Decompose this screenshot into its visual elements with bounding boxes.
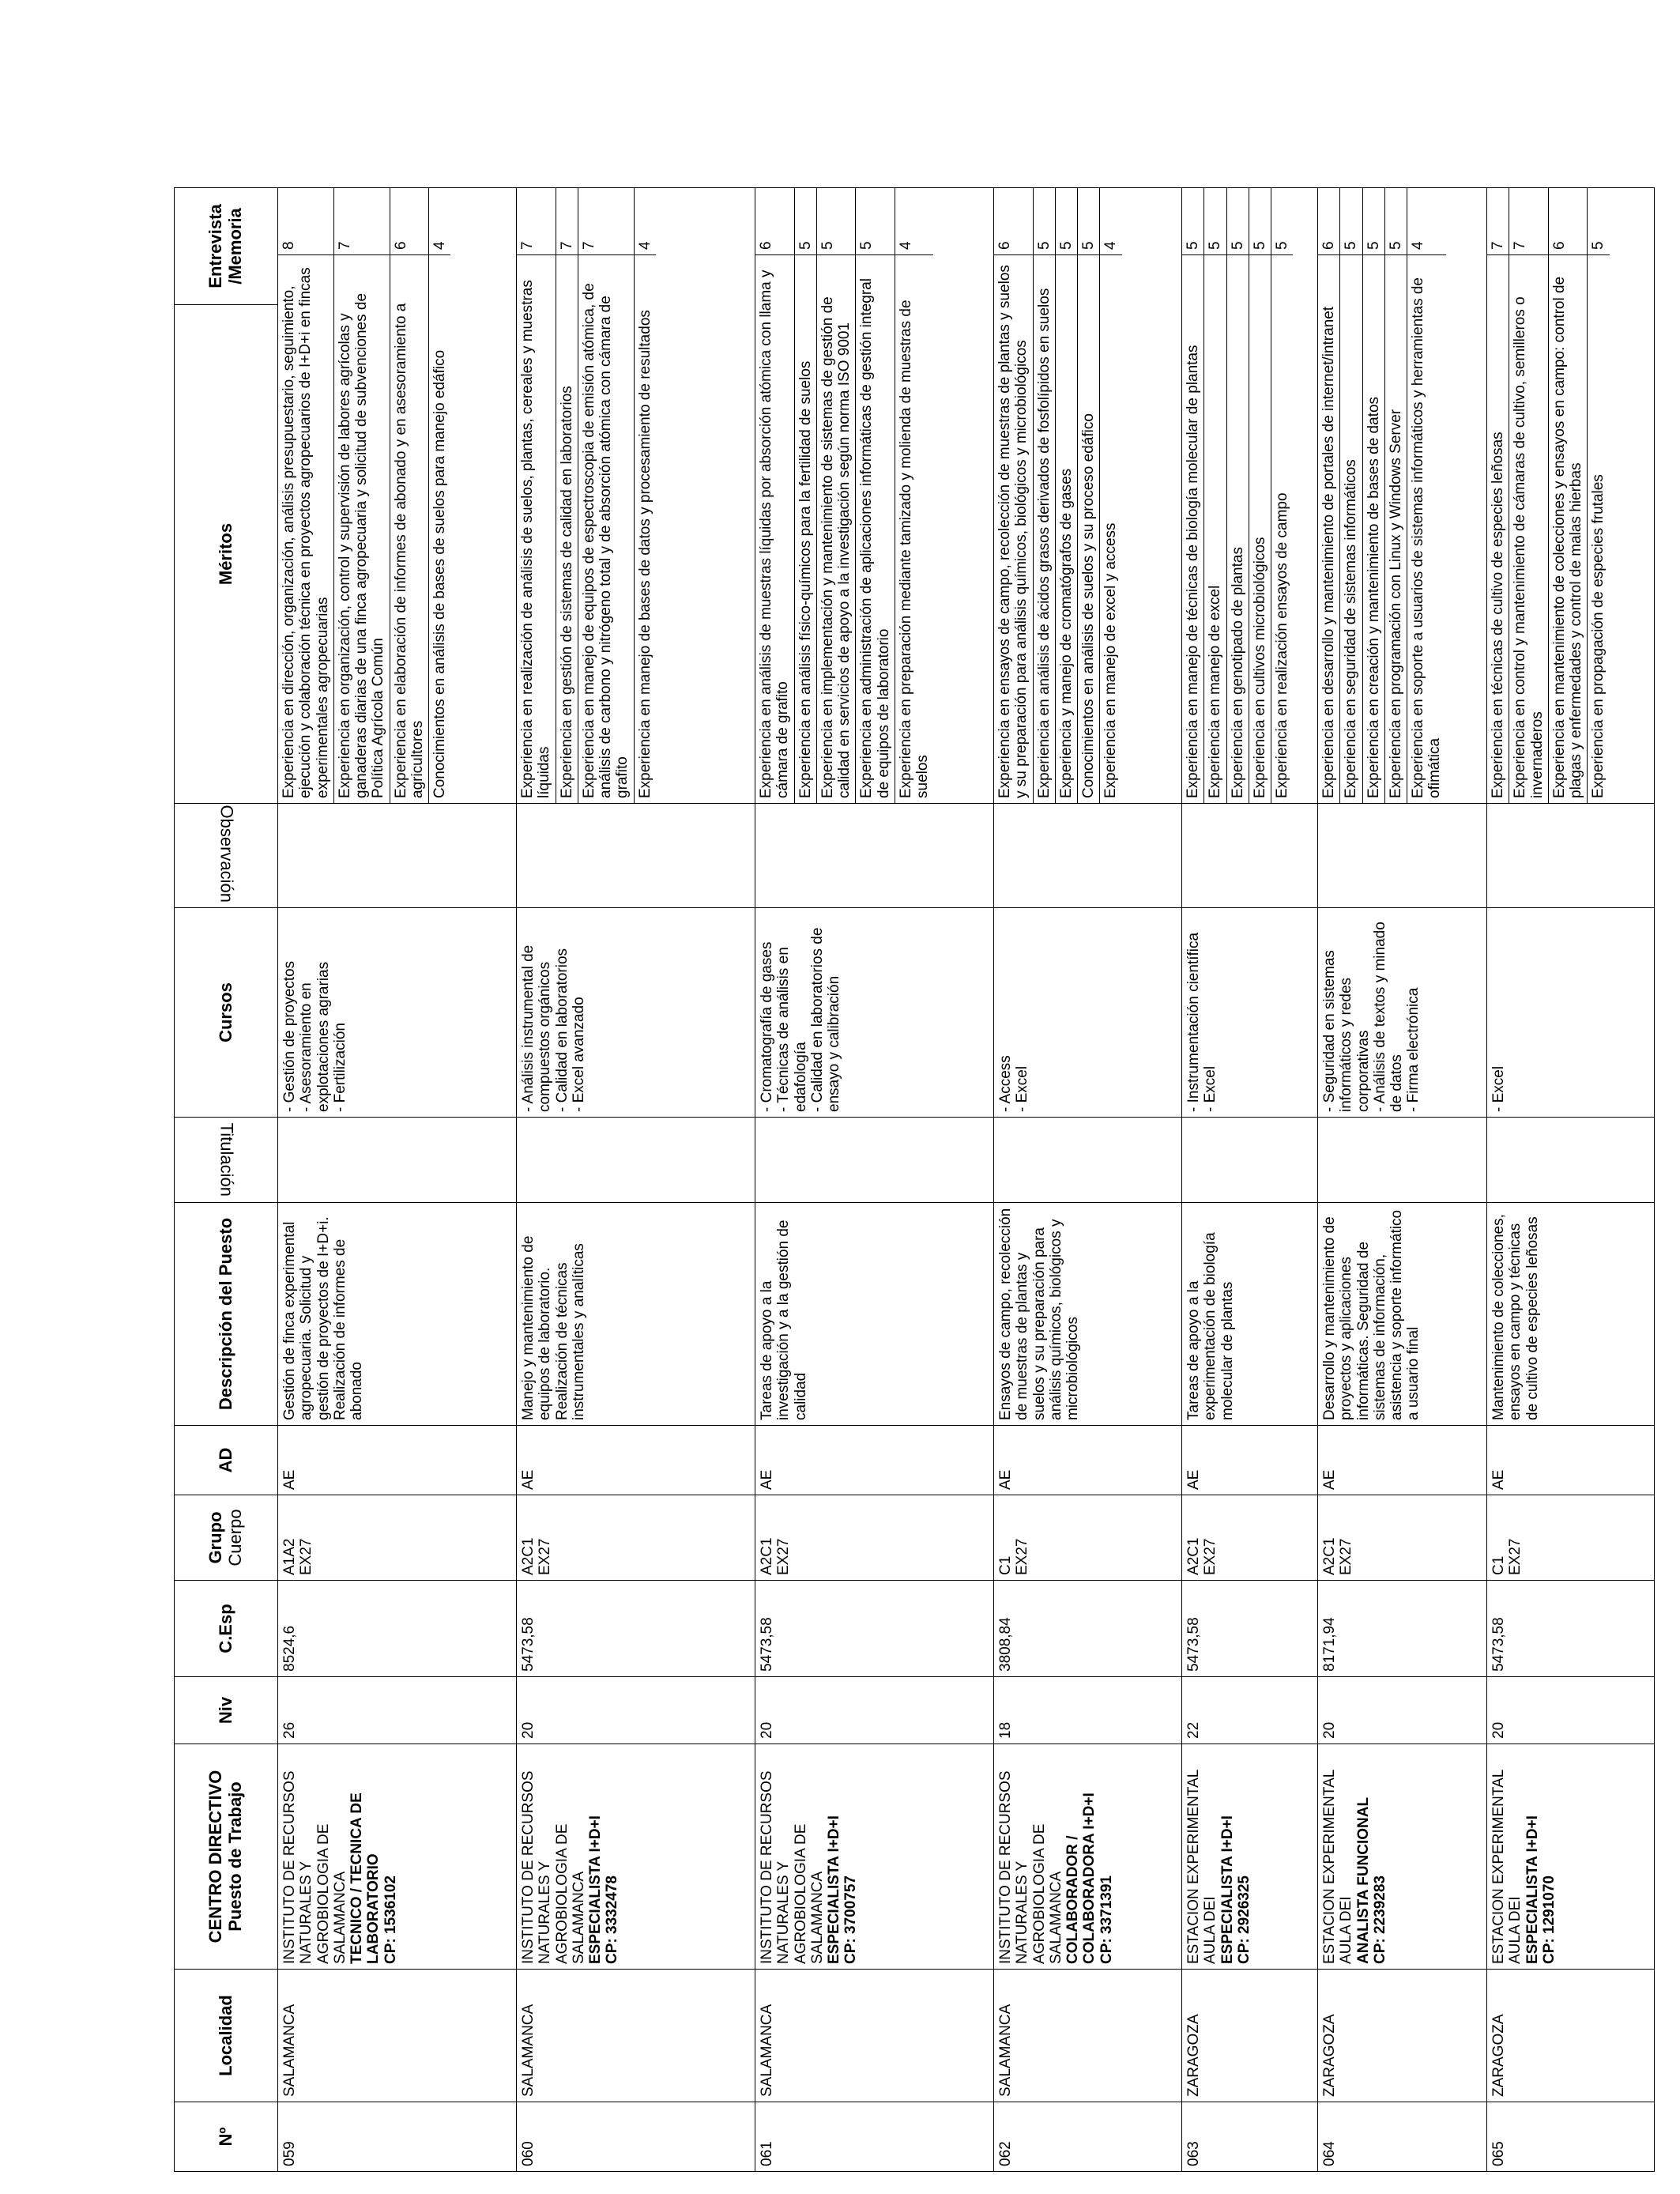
merito-text: Experiencia en control y mantenimiento de cámaras de cultivo, semilleros o invernaderos	[1509, 255, 1549, 804]
cell-grupo	[278, 1495, 517, 1581]
header-cursos: Cursos	[175, 908, 278, 1118]
header-meritos: Méritos	[175, 305, 278, 804]
puesto-name: TECNICO / TECNICA DE LABORATORIO	[348, 1793, 382, 1964]
header-entrevista: Entrevista /Memoria	[175, 188, 278, 305]
curso-item: - Excel	[1014, 1065, 1031, 1112]
cell-centro	[755, 1744, 994, 1970]
merito-points: 4	[895, 188, 933, 255]
merito-row	[1226, 188, 1249, 803]
header-observacion-label: Observación	[217, 805, 237, 903]
cell-descripcion: Ensayos de campo, recolección de muestras de plantas y suelos y su preparación para análisis químicos, biológicos y microbiológicos	[994, 1203, 1182, 1426]
merito-points: 5	[816, 188, 856, 255]
cell-descripcion: Tareas de apoyo a la experimentación de biología molecular de plantas	[1182, 1203, 1318, 1426]
merito-text: Experiencia en propagación de especies frutales	[1590, 474, 1607, 798]
merito-text: Experiencia en manejo de técnicas de biología molecular de plantas	[1182, 255, 1204, 804]
merito-row	[1271, 188, 1294, 803]
cell-num: 064	[1318, 2102, 1487, 2172]
cell-observacion	[1487, 804, 1655, 908]
merito-text: Experiencia en realización ensayos de campo	[1274, 492, 1291, 798]
header-grupo	[175, 1495, 278, 1581]
table-row	[1318, 188, 1487, 2172]
curso-item: - Firma electrónica	[1405, 987, 1422, 1112]
cell-descripcion: Gestión de finca experimental agropecuaria. Solicitud y gestión de proyectos de I+D+i. Realización de informes de abonado	[278, 1203, 517, 1426]
curso-item: - Access	[997, 1055, 1014, 1112]
cell-descripcion: Desarrollo y mantenimiento de proyectos y aplicaciones informáticas. Seguridad de sistemas de información, asistencia y soporte informático a usuario final	[1318, 1203, 1487, 1426]
cell-titulacion	[994, 1118, 1182, 1203]
cell-observacion	[278, 804, 517, 908]
header-titulacion	[175, 1118, 278, 1203]
grupo-value: C1	[997, 1555, 1014, 1575]
merito-points: 5	[1226, 188, 1249, 255]
merito-row	[1407, 188, 1446, 803]
meritos-table	[278, 188, 450, 803]
cell-cesp: 5473,58	[517, 1581, 755, 1677]
merito-row	[1204, 188, 1226, 803]
merito-text: Experiencia en preparación mediante tamizado y molienda de muestras de suelos	[897, 300, 932, 798]
merito-row	[1588, 188, 1610, 803]
cell-centro	[994, 1744, 1182, 1970]
curso-item: - Técnicas de análisis en edafología	[775, 947, 809, 1112]
merito-points: 6	[1318, 188, 1340, 255]
cell-num: 061	[755, 2102, 994, 2172]
cell-localidad: ZARAGOZA	[1182, 1970, 1318, 2102]
header-puesto-label: Puesto de Trabajo	[225, 1781, 245, 1932]
cell-centro	[278, 1744, 517, 1970]
cell-centro	[1487, 1744, 1655, 1970]
merito-row	[333, 188, 390, 803]
merito-text: Experiencia en genotipado de plantas	[1226, 255, 1249, 804]
cuerpo-value: EX27	[1014, 1538, 1031, 1575]
merito-text: Experiencia en técnicas de cultivo de especies leñosas	[1487, 255, 1509, 804]
merito-text: Experiencia en programación con Linux y Windows Server	[1384, 255, 1407, 804]
merito-row	[1318, 188, 1340, 803]
meritos-table	[1182, 188, 1293, 803]
header-observacion	[175, 804, 278, 908]
header-localidad: Localidad	[175, 1970, 278, 2102]
merito-points: 7	[578, 188, 634, 255]
grupo-value: A2C1	[1321, 1537, 1338, 1575]
cell-meritos	[755, 188, 994, 804]
centro-name: INSTITUTO DE RECURSOS NATURALES Y AGROBIOLOGIA DE SALAMANCA	[759, 1770, 826, 1964]
table-row	[994, 188, 1182, 2172]
merito-row	[1100, 188, 1122, 803]
grupo-value: C1	[1490, 1555, 1507, 1575]
merito-points: 6	[994, 188, 1033, 255]
cell-num: 062	[994, 2102, 1182, 2172]
header-cuerpo-label: Cuerpo	[225, 1509, 245, 1566]
curso-item: - Seguridad en sistemas informáticos y redes corporativas	[1321, 950, 1372, 1112]
merito-row	[994, 188, 1033, 803]
merito-text: Experiencia en realización de análisis de suelos, plantas, cereales y muestras líquidas	[517, 255, 556, 804]
cell-cesp: 5473,58	[755, 1581, 994, 1677]
cell-grupo	[517, 1495, 755, 1581]
merito-points: 7	[517, 188, 556, 255]
cell-titulacion	[1182, 1118, 1318, 1203]
merito-text: Experiencia en análisis físico-químicos para la fertilidad de suelos	[794, 255, 816, 804]
header-titulacion-label: Titulación	[217, 1122, 237, 1197]
merito-text: Experiencia en manejo de bases de datos y procesamiento de resultados	[636, 310, 654, 798]
grupo-value: A2C1	[520, 1537, 537, 1575]
cuerpo-value: EX27	[775, 1538, 793, 1575]
puesto-cp: CP: 3371391	[1098, 1875, 1115, 1964]
merito-row	[1548, 188, 1588, 803]
header-centro-label: CENTRO DIRECTIVO	[205, 1770, 226, 1943]
table-row	[278, 188, 517, 2172]
puesto-cp: CP: 2926325	[1235, 1875, 1252, 1964]
cell-centro	[1318, 1744, 1487, 1970]
cell-cesp: 5473,58	[1487, 1581, 1655, 1677]
merito-points: 7	[333, 188, 390, 255]
table-row	[1182, 188, 1318, 2172]
puesto-cp: CP: 3332478	[604, 1875, 621, 1964]
merito-points: 8	[278, 188, 333, 255]
centro-name: INSTITUTO DE RECURSOS NATURALES Y AGROBIOLOGIA DE SALAMANCA	[281, 1770, 348, 1964]
positions-table	[174, 187, 1655, 2172]
merito-text: Experiencia en creación y mantenimiento de bases de datos	[1362, 255, 1384, 804]
merito-row	[895, 188, 933, 803]
curso-item: - Asesoramiento en explotaciones agrarias	[298, 961, 332, 1112]
puesto-name: ESPECIALISTA I+D+I	[1219, 1815, 1236, 1964]
merito-row	[1078, 188, 1100, 803]
merito-text: Experiencia en mantenimiento de colecciones y ensayos en campo: control de plagas y enfermedades y control de malas hierbas	[1548, 255, 1588, 804]
merito-text: Experiencia en manejo de excel y access	[1102, 522, 1120, 798]
cell-num: 060	[517, 2102, 755, 2172]
cell-titulacion	[1318, 1118, 1487, 1203]
curso-item: - Calidad en laboratorios	[553, 948, 571, 1112]
merito-text: Experiencia en seguridad de sistemas informáticos	[1340, 255, 1362, 804]
merito-row	[1509, 188, 1549, 803]
cell-cursos	[278, 908, 517, 1118]
merito-points: 4	[634, 188, 656, 255]
merito-text: Experiencia en gestión de sistemas de calidad en laboratorios	[556, 255, 578, 804]
cell-cursos	[755, 908, 994, 1118]
cell-descripcion: Manejo y mantenimiento de equipos de laboratorio. Realización de técnicas instrumentales y analíticas	[517, 1203, 755, 1426]
merito-text: Conocimientos en análisis de suelos y su proceso edáfico	[1078, 255, 1100, 804]
merito-row	[1384, 188, 1407, 803]
cell-cesp: 5473,58	[1182, 1581, 1318, 1677]
cell-grupo	[1318, 1495, 1487, 1581]
cell-grupo	[755, 1495, 994, 1581]
merito-row	[1033, 188, 1055, 803]
grupo-value: A1A2	[281, 1538, 298, 1575]
centro-name: INSTITUTO DE RECURSOS NATURALES Y AGROBIOLOGIA DE SALAMANCA	[997, 1770, 1064, 1964]
merito-row	[634, 188, 656, 803]
curso-item: - Cromatografía de gases	[759, 941, 775, 1112]
cuerpo-value: EX27	[1202, 1538, 1219, 1575]
merito-text: Experiencia en manejo de excel	[1204, 255, 1226, 804]
cell-localidad: SALAMANCA	[278, 1970, 517, 2102]
cuerpo-value: EX27	[537, 1538, 554, 1575]
merito-row	[578, 188, 634, 803]
centro-name: ESTACION EXPERIMENTAL AULA DEI	[1321, 1770, 1355, 1964]
merito-points: 6	[1548, 188, 1588, 255]
merito-row	[517, 188, 556, 803]
cell-observacion	[994, 804, 1182, 908]
merito-points: 6	[755, 188, 794, 255]
curso-item: - Fertilización	[331, 1023, 348, 1112]
merito-text: Experiencia en ensayos de campo, recolección de muestras de plantas y suelos y su preparación para análisis químicos, biológicos y microbiológicos	[994, 255, 1033, 804]
merito-row	[556, 188, 578, 803]
cell-meritos	[1182, 188, 1318, 804]
cell-localidad: SALAMANCA	[755, 1970, 994, 2102]
cell-localidad: ZARAGOZA	[1487, 1970, 1655, 2102]
curso-item: - Instrumentación científica	[1185, 932, 1202, 1112]
cell-ad: AE	[1487, 1426, 1655, 1495]
curso-item: - Análisis instrumental de compuestos orgánicos	[520, 944, 554, 1112]
merito-row	[1362, 188, 1384, 803]
cell-cesp: 8171,94	[1318, 1581, 1487, 1677]
cell-localidad: SALAMANCA	[994, 1970, 1182, 2102]
cell-meritos	[1487, 188, 1655, 804]
curso-item: - Calidad en laboratorios de ensayo y calibración	[808, 927, 843, 1112]
merito-points: 5	[1588, 188, 1610, 255]
cell-meritos	[278, 188, 517, 804]
cell-meritos	[1318, 188, 1487, 804]
merito-row	[278, 188, 333, 803]
cell-num: 059	[278, 2102, 517, 2172]
puesto-cp: CP: 1536102	[382, 1875, 399, 1964]
cell-grupo	[1487, 1495, 1655, 1581]
puesto-name: ESPECIALISTA I+D+I	[826, 1815, 843, 1964]
merito-points: 5	[1362, 188, 1384, 255]
cell-cursos	[517, 908, 755, 1118]
grupo-value: A2C1	[1185, 1537, 1202, 1575]
cuerpo-value: EX27	[298, 1538, 315, 1575]
table-row	[755, 188, 994, 2172]
merito-points: 7	[556, 188, 578, 255]
curso-item: - Excel	[1202, 1065, 1219, 1112]
merito-points: 5	[1204, 188, 1226, 255]
merito-text: Experiencia en manejo de equipos de espectroscopia de emisión atómica, de análisis de carbono y nitrógeno total y de absorción atómica con cámara de grafito	[578, 255, 634, 804]
merito-text: Experiencia en organización, control y supervisión de labores agrícolas y ganaderas diarias de una finca agropecuaria y solicitud de subvenciones de Política Agrícola Común	[333, 255, 390, 804]
merito-points: 5	[856, 188, 895, 255]
cell-niv: 22	[1182, 1677, 1318, 1744]
puesto-name: COLABORADOR / COLABORADORA I+D+I	[1064, 1793, 1098, 1964]
merito-row	[1249, 188, 1271, 803]
merito-text: Experiencia y manejo de cromatógrafos de gases	[1055, 255, 1077, 804]
merito-row	[1182, 188, 1204, 803]
puesto-cp: CP: 3700757	[842, 1875, 860, 1964]
cell-descripcion: Mantenimiento de colecciones, ensayos en campo y técnicas de cultivo de especies leñosas	[1487, 1203, 1655, 1426]
cell-observacion	[1182, 804, 1318, 908]
centro-name: ESTACION EXPERIMENTAL AULA DEI	[1490, 1770, 1524, 1964]
merito-text: Experiencia en elaboración de informes de abonado y en asesoramiento a agricultores	[390, 255, 429, 804]
cell-ad: AE	[517, 1426, 755, 1495]
merito-points: 7	[1487, 188, 1509, 255]
meritos-table	[755, 188, 933, 803]
meritos-table	[517, 188, 656, 803]
merito-points: 4	[429, 188, 451, 255]
cell-grupo	[1182, 1495, 1318, 1581]
merito-row	[816, 188, 856, 803]
header-descripcion: Descripción del Puesto	[175, 1203, 278, 1426]
cell-num: 065	[1487, 2102, 1655, 2172]
cuerpo-value: EX27	[1507, 1538, 1524, 1575]
merito-points: 5	[1249, 188, 1271, 255]
cell-cursos	[1487, 908, 1655, 1118]
puesto-name: ESPECIALISTA I+D+I	[1524, 1815, 1541, 1964]
cell-titulacion	[278, 1118, 517, 1203]
merito-text: Experiencia en administración de aplicaciones informáticas de gestión integral de equipos de laboratorio	[856, 255, 895, 804]
puesto-cp: CP: 2239283	[1371, 1875, 1388, 1964]
cell-ad: AE	[1318, 1426, 1487, 1495]
merito-points: 5	[1033, 188, 1055, 255]
cell-niv: 20	[1318, 1677, 1487, 1744]
puesto-name: ANALISTA FUNCIONAL	[1354, 1796, 1372, 1964]
merito-row	[429, 188, 451, 803]
cell-ad: AE	[1182, 1426, 1318, 1495]
merito-row	[755, 188, 794, 803]
cell-num: 063	[1182, 2102, 1318, 2172]
curso-item: - Gestión de proyectos	[281, 960, 298, 1112]
cell-observacion	[755, 804, 994, 908]
merito-points: 6	[390, 188, 429, 255]
centro-name: ESTACION EXPERIMENTAL AULA DEI	[1185, 1770, 1219, 1964]
merito-text: Conocimientos en análisis de bases de suelos para manejo edáfico	[431, 349, 449, 798]
curso-item: - Excel	[1490, 1065, 1507, 1112]
cell-ad: AE	[994, 1426, 1182, 1495]
merito-text: Experiencia en soporte a usuarios de sistemas informáticos y herramientas de ofimática	[1410, 277, 1444, 798]
merito-points: 5	[1384, 188, 1407, 255]
merito-row	[1340, 188, 1362, 803]
cell-ad: AE	[755, 1426, 994, 1495]
merito-points: 5	[1340, 188, 1362, 255]
merito-points: 5	[1055, 188, 1077, 255]
merito-points: 4	[1407, 188, 1446, 255]
merito-points: 7	[1509, 188, 1549, 255]
curso-item: - Excel avanzado	[570, 997, 587, 1112]
cell-niv: 18	[994, 1677, 1182, 1744]
cell-titulacion	[755, 1118, 994, 1203]
cuerpo-value: EX27	[1338, 1538, 1355, 1575]
header-row	[175, 188, 278, 2172]
merito-points: 5	[794, 188, 816, 255]
meritos-table	[1487, 188, 1610, 803]
cell-grupo	[994, 1495, 1182, 1581]
cell-descripcion: Tareas de apoyo a la investigación y a la gestión de calidad	[755, 1203, 994, 1426]
cell-meritos	[517, 188, 755, 804]
cell-meritos	[994, 188, 1182, 804]
cell-cursos	[994, 908, 1182, 1118]
cell-localidad: ZARAGOZA	[1318, 1970, 1487, 2102]
cell-centro	[517, 1744, 755, 1970]
merito-points: 5	[1078, 188, 1100, 255]
meritos-table	[994, 188, 1122, 803]
meritos-table	[1318, 188, 1446, 803]
cell-titulacion	[517, 1118, 755, 1203]
header-niv: Niv	[175, 1677, 278, 1744]
curso-item: - Análisis de textos y minado de datos	[1371, 922, 1406, 1112]
header-grupo-label: Grupo	[205, 1511, 226, 1564]
merito-text: Experiencia en desarrollo y mantenimiento de portales de internet/intranet	[1318, 255, 1340, 804]
cell-titulacion	[1487, 1118, 1655, 1203]
merito-points: 5	[1271, 188, 1294, 255]
merito-text: Experiencia en dirección, organización, análisis presupuestario, seguimiento, ejecución y colaboración técnica en proyectos agropecuarios de I+D+i en fincas experimentales agropecuarias	[278, 255, 333, 804]
cell-ad: AE	[278, 1426, 517, 1495]
cell-cesp: 8524,6	[278, 1581, 517, 1677]
cell-cursos	[1182, 908, 1318, 1118]
cell-observacion	[517, 804, 755, 908]
header-ad: AD	[175, 1426, 278, 1495]
cell-observacion	[1318, 804, 1487, 908]
merito-points: 5	[1182, 188, 1204, 255]
merito-row	[1055, 188, 1077, 803]
merito-row	[1487, 188, 1509, 803]
merito-row	[856, 188, 895, 803]
header-num: Nº	[175, 2102, 278, 2172]
cell-centro	[1182, 1744, 1318, 1970]
merito-row	[794, 188, 816, 803]
grupo-value: A2C1	[759, 1537, 775, 1575]
merito-points: 4	[1100, 188, 1122, 255]
merito-row	[390, 188, 429, 803]
puesto-cp: CP: 1291070	[1540, 1875, 1558, 1964]
cell-localidad: SALAMANCA	[517, 1970, 755, 2102]
cell-cesp: 3808,84	[994, 1581, 1182, 1677]
table-body	[278, 188, 1655, 2172]
cell-niv: 26	[278, 1677, 517, 1744]
merito-text: Experiencia en análisis de muestras líquidas por absorción atómica con llama y cámara de grafito	[755, 255, 794, 804]
table-row	[517, 188, 755, 2172]
table-row	[1487, 188, 1655, 2172]
cell-niv: 20	[1487, 1677, 1655, 1744]
merito-text: Experiencia en análisis de ácidos grasos derivados de fosfolípidos en suelos	[1033, 255, 1055, 804]
puesto-name: ESPECIALISTA I+D+I	[587, 1815, 605, 1964]
header-centro	[175, 1744, 278, 1970]
cell-niv: 20	[755, 1677, 994, 1744]
cell-cursos	[1318, 908, 1487, 1118]
merito-text: Experiencia en implementación y mantenimiento de sistemas de gestión de calidad en servicios de apoyo a la investigación según norma ISO 9001	[816, 255, 856, 804]
cell-niv: 20	[517, 1677, 755, 1744]
centro-name: INSTITUTO DE RECURSOS NATURALES Y AGROBIOLOGIA DE SALAMANCA	[520, 1770, 587, 1964]
merito-text: Experiencia en cultivos microbiológicos	[1249, 255, 1271, 804]
header-cesp: C.Esp	[175, 1581, 278, 1677]
